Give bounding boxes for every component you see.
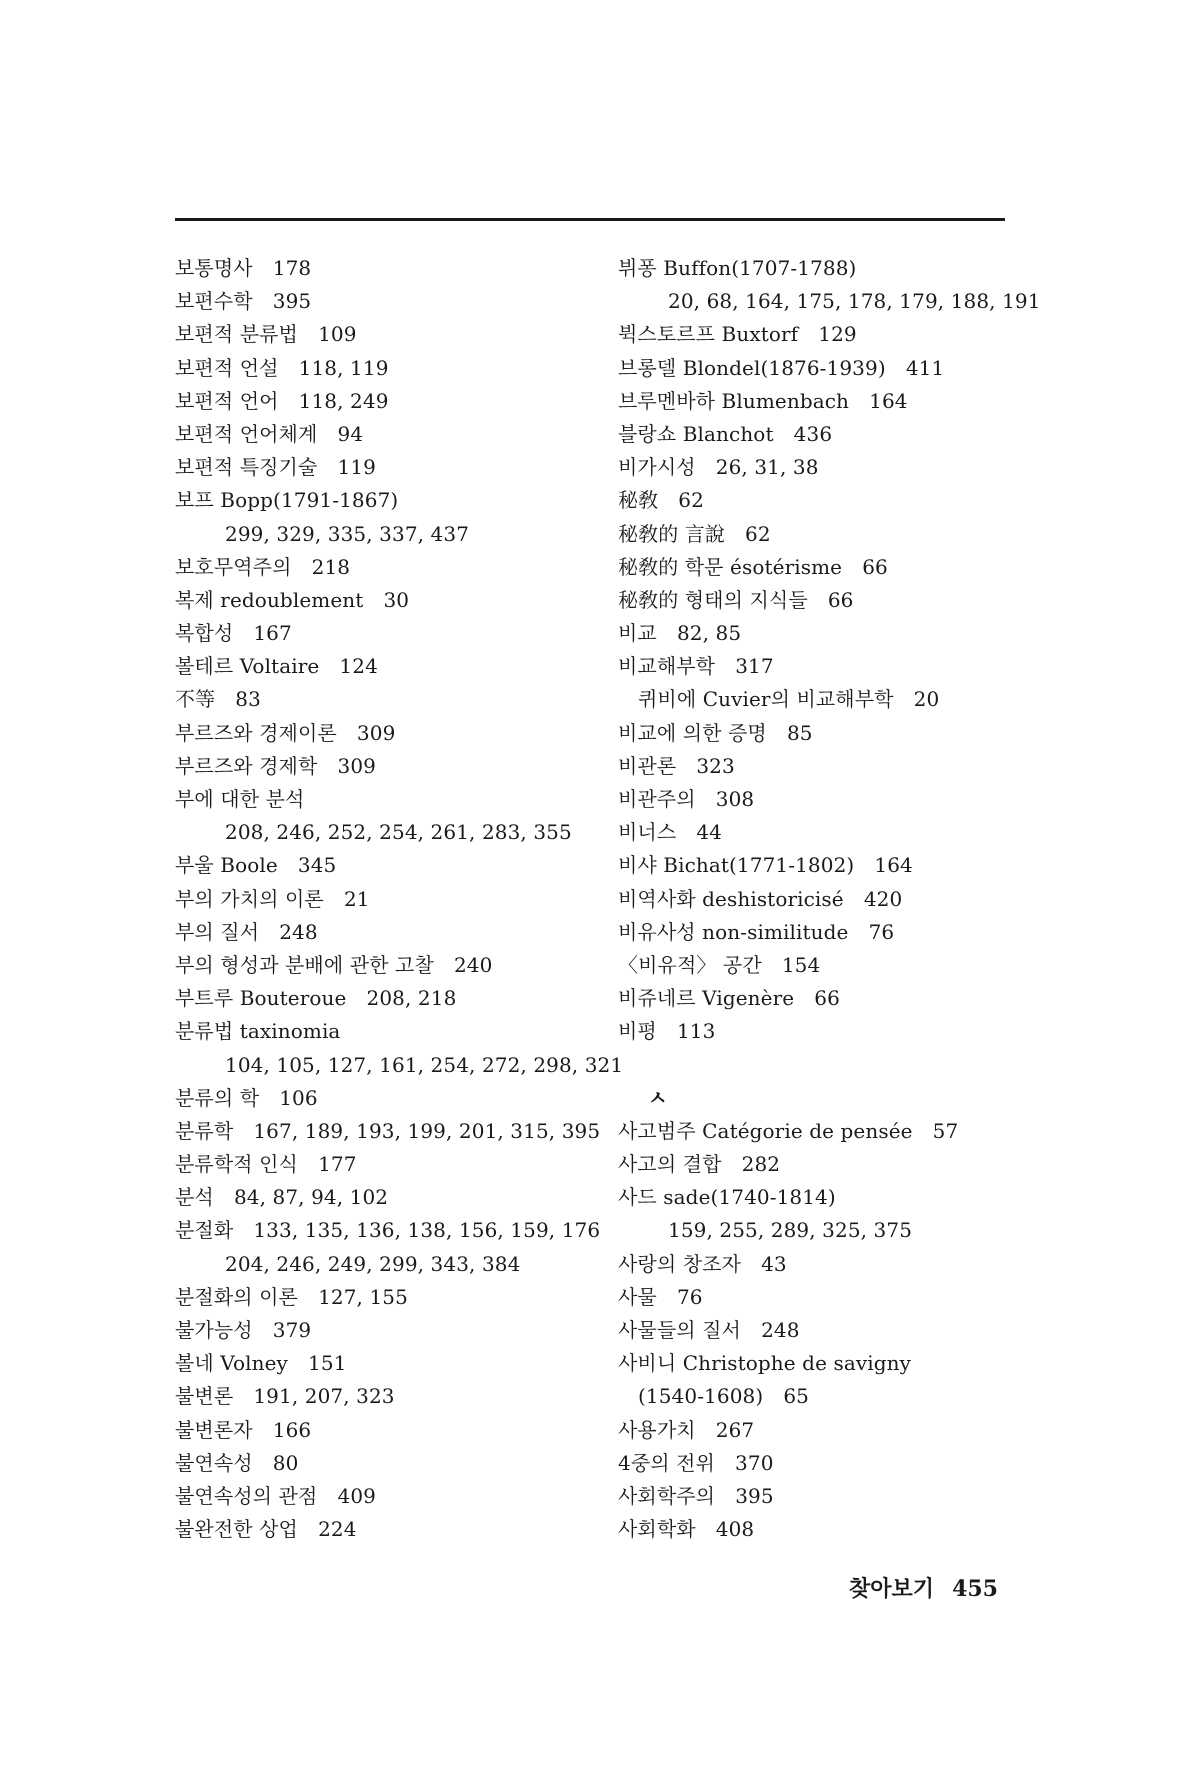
- index-entry-pages: 204, 246, 249, 299, 343, 384: [225, 1251, 521, 1276]
- index-entry: 사고의 결합 282: [618, 1152, 781, 1177]
- index-entry: 사비니 Christophe de savigny: [618, 1351, 912, 1376]
- section-letter: ㅅ: [648, 1085, 668, 1110]
- index-entry-pages: 299, 329, 335, 337, 437: [225, 521, 470, 546]
- index-entry: 복합성 167: [175, 621, 292, 646]
- index-entry: 〈비유적〉 공간 154: [618, 952, 821, 977]
- index-entry: 부에 대한 분석: [175, 787, 305, 811]
- page-number: 455: [952, 1576, 998, 1602]
- index-entry: 비교 82, 85: [618, 621, 742, 646]
- index-entry: 불완전한 상업 224: [175, 1517, 357, 1542]
- index-entry: 보편적 언설 118, 119: [175, 355, 389, 380]
- index-entry: 뷕스토르프 Buxtorf 129: [618, 322, 857, 347]
- index-entry: 브롱델 Blondel(1876-1939) 411: [618, 355, 945, 380]
- index-entry-pages: 104, 105, 127, 161, 254, 272, 298, 321: [225, 1052, 624, 1077]
- index-entry: 사회학주의 395: [618, 1483, 774, 1508]
- index-entry: 분류법 taxinomia: [175, 1019, 341, 1044]
- index-entry: 불연속성의 관점 409: [175, 1483, 376, 1508]
- index-entry: 비관주의 308: [618, 787, 755, 811]
- index-entry: 秘敎的 言說 62: [618, 521, 771, 546]
- index-entry: 비샤 Bichat(1771-1802) 164: [618, 853, 913, 878]
- footer-label: 찾아보기: [849, 1576, 935, 1602]
- index-entry: 분류학 167, 189, 193, 199, 201, 315, 395: [175, 1118, 601, 1143]
- index-entry: 비너스 44: [618, 820, 723, 845]
- index-entry: 비관론 323: [618, 753, 735, 778]
- index-entry: 볼네 Volney 151: [175, 1351, 347, 1376]
- index-entry: 사고범주 Catégorie de pensée 57: [618, 1118, 959, 1143]
- index-entry: 분석 84, 87, 94, 102: [175, 1185, 389, 1210]
- blank-line: [618, 1049, 1008, 1082]
- index-entry: 부의 가치의 이론 21: [175, 886, 370, 911]
- index-entry: 不等 83: [175, 687, 261, 712]
- index-entry: 부의 형성과 분배에 관한 고찰 240: [175, 952, 493, 977]
- index-entry: 보통명사 178: [175, 256, 312, 280]
- index-entry: 분절화 133, 135, 136, 138, 156, 159, 176: [175, 1218, 601, 1243]
- index-column-right: [618, 252, 1041, 1546]
- index-entry-pages: 159, 255, 289, 325, 375: [668, 1218, 913, 1243]
- index-entry: 분류의 학 106: [175, 1085, 318, 1110]
- index-entry: 부의 질서 248: [175, 919, 318, 944]
- index-entry: 사드 sade(1740-1814): [618, 1185, 836, 1210]
- index-entry: 비유사성 non-similitude 76: [618, 919, 895, 944]
- page-footer: [849, 1572, 998, 1603]
- index-entry: 비평 113: [618, 1019, 716, 1044]
- index-entry: 비가시성 26, 31, 38: [618, 455, 819, 480]
- index-entry: 사회학화 408: [618, 1517, 755, 1542]
- index-entry: 비교해부학 317: [618, 654, 774, 679]
- index-entry: 불변론자 166: [175, 1417, 312, 1442]
- index-entry: 보편적 분류법 109: [175, 322, 357, 347]
- index-entry-pages: 20, 68, 164, 175, 178, 179, 188, 191: [668, 289, 1041, 314]
- index-entry: 비쥬네르 Vigenère 66: [618, 986, 840, 1011]
- index-entry: 불연속성 80: [175, 1450, 299, 1475]
- index-entry: 비교에 의한 증명 85: [618, 720, 813, 745]
- index-entry: 보프 Bopp(1791-1867): [175, 488, 399, 513]
- index-entry: 4중의 전위 370: [618, 1450, 774, 1475]
- index-entry: 부르즈와 경제이론 309: [175, 720, 396, 745]
- index-entry: 보편적 언어체계 94: [175, 421, 364, 446]
- index-entry-continuation: (1540-1608) 65: [638, 1384, 810, 1409]
- index-entry: 분류학적 인식 177: [175, 1152, 357, 1177]
- top-rule: [175, 218, 1005, 221]
- index-entry: 비역사화 deshistoricisé 420: [618, 886, 903, 911]
- index-entry: 불변론 191, 207, 323: [175, 1384, 395, 1409]
- index-entry: 부트루 Bouteroue 208, 218: [175, 986, 457, 1011]
- index-entry: 볼테르 Voltaire 124: [175, 654, 378, 679]
- index-entry: 복제 redoublement 30: [175, 587, 410, 612]
- index-entry: 보편적 언어 118, 249: [175, 388, 389, 413]
- index-entry: 秘敎的 학문 ésotérisme 66: [618, 554, 888, 579]
- index-entry: 보편수학 395: [175, 289, 312, 314]
- index-entry: 부르즈와 경제학 309: [175, 753, 376, 778]
- index-entry: 사랑의 창조자 43: [618, 1251, 787, 1276]
- index-entry: 사물 76: [618, 1284, 703, 1309]
- index-entry: 秘敎的 형태의 지식들 66: [618, 587, 854, 612]
- index-entry: 브루멘바하 Blumenbach 164: [618, 388, 908, 413]
- index-entry: 불가능성 379: [175, 1318, 312, 1342]
- index-column-left: [175, 252, 624, 1546]
- index-entry-pages: 208, 246, 252, 254, 261, 283, 355: [225, 820, 572, 845]
- index-entry: 秘敎 62: [618, 488, 704, 513]
- index-entry: 보편적 특징기술 119: [175, 455, 376, 480]
- index-entry: 사용가치 267: [618, 1417, 755, 1442]
- index-entry: 보호무역주의 218: [175, 554, 351, 579]
- index-entry: 사물들의 질서 248: [618, 1318, 800, 1342]
- index-entry: 부울 Boole 345: [175, 853, 337, 878]
- index-entry: 블랑쇼 Blanchot 436: [618, 421, 833, 446]
- index-entry: 뷔퐁 Buffon(1707-1788): [618, 256, 857, 280]
- index-subentry: 퀴비에 Cuvier의 비교해부학 20: [638, 687, 940, 712]
- index-entry: 분절화의 이론 127, 155: [175, 1284, 408, 1309]
